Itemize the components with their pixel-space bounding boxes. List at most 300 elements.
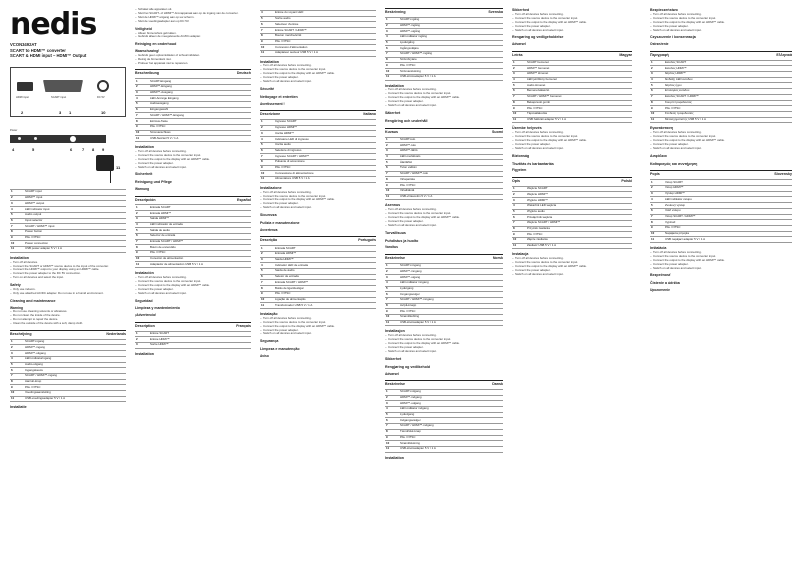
part-number: 9 <box>135 251 149 257</box>
pt-safety-heading: Segurança <box>260 339 279 344</box>
part-number: 10 <box>385 441 399 447</box>
part-name: Είσοδος SCART <box>664 60 792 66</box>
part-number: 7 <box>10 224 24 230</box>
parts-table-nl <box>10 339 126 403</box>
part-number: 10 <box>385 188 399 194</box>
fr-warning-label: Avertissement ! <box>260 101 285 106</box>
part-number: 7 <box>385 52 399 58</box>
callout-9: 9 <box>102 147 105 153</box>
es-install-list <box>135 276 251 296</box>
es-cleaning-heading: Limpieza y mantenimiento <box>135 306 180 311</box>
part-name: USB-strømadapter 5 V / 1 A <box>399 446 503 452</box>
part-name: Tænd/sluk-knap <box>399 429 503 435</box>
part-name: Inngangsvelger <box>399 292 503 298</box>
no-warning-label: Advarsel <box>385 371 399 376</box>
part-name: Indgangsvælger <box>399 418 503 424</box>
nl-install-list <box>135 8 251 24</box>
hu-installation-heading: Üzembe helyezés <box>512 126 542 131</box>
list-item: – Connect the source device to the converter input. <box>512 261 632 265</box>
part-name: SCART / HDMI™ input <box>24 224 126 230</box>
list-item: – Connect the output to the display with an HDMI™ cable. <box>135 284 251 288</box>
pl-safety-list <box>650 13 792 33</box>
part-name: Voedingsaansluiting <box>24 391 126 397</box>
list-item: – Connect the output to the display with an HDMI™ cable. <box>385 96 503 100</box>
list-item: – Connect the source device to the converter input. <box>135 280 251 284</box>
part-name: SCART bemenet <box>526 60 632 66</box>
part-number: 9 <box>10 385 24 391</box>
de-cleaning-heading: Reinigung und Pflege <box>135 180 172 185</box>
part-number: 2 <box>512 66 526 72</box>
en-cleaning-heading: Cleaning and maintenance <box>10 298 56 303</box>
part-name: Επιλογέας εισόδου <box>664 89 792 95</box>
part-number: 2 <box>135 84 149 90</box>
part-number: 11 <box>512 117 526 123</box>
part-name: Entrada HDMI™ <box>274 251 376 257</box>
part-name: Ingresso HDMI™ <box>274 125 376 131</box>
part-name: Ljudutgång <box>399 40 503 46</box>
list-item: – Turn off all devices before connecting. <box>135 276 251 280</box>
da-heading: Beskrivelse <box>385 382 405 387</box>
da-safety-list <box>512 13 632 33</box>
callout-7: 7 <box>82 147 85 153</box>
part-name: Pulsante di accensione <box>274 159 376 165</box>
nl-language: Nederlands <box>106 331 126 336</box>
part-number: 6 <box>512 215 526 221</box>
part-name: Entrée HDMI™ <box>149 337 251 343</box>
part-name: Alimentatore USB 5 V / 1 A <box>274 177 376 183</box>
list-item: – Only use attached AC/DC adapter. Do not use in a humid environment. <box>10 292 126 296</box>
it-section-heading <box>260 110 376 117</box>
part-name: USB-voedingsadapter 5 V / 1 A <box>24 396 126 402</box>
part-name: Είσοδος HDMI™ <box>664 66 792 72</box>
de-install-list <box>135 150 251 170</box>
list-item: – Turn off all devices before connecting. <box>512 13 632 17</box>
part-name: PAL / NTSC <box>399 435 503 441</box>
fr-installation-heading: Installation <box>260 59 279 64</box>
part-name: Przycisk zasilania <box>526 226 632 232</box>
part-name: SCART-indgang <box>399 389 503 395</box>
part-name: LED indicador de entrada <box>149 222 251 228</box>
pt-warning-label: Aviso <box>260 354 269 359</box>
part-number: 6 <box>135 107 149 113</box>
parts-table-hu <box>512 60 632 124</box>
part-number: 8 <box>260 286 274 292</box>
part-name: Entrée du voyant LED <box>274 11 376 17</box>
en-cleaning-list <box>10 310 126 326</box>
part-number: 2 <box>260 125 274 131</box>
part-name: HDMI™-Ausgang <box>149 90 251 96</box>
fi-heading: Kuvaus <box>385 129 398 134</box>
list-item: – Do not attempt to repair the device. <box>10 318 126 322</box>
list-item: – Connect the power adapter. <box>260 329 376 333</box>
list-item: – Only use indoors. <box>10 288 126 292</box>
part-name: Lydudgang <box>399 412 503 418</box>
parts-table-pt <box>260 245 376 309</box>
no-safety-heading: Sikkerhet <box>385 356 402 361</box>
part-number: 3 <box>135 216 149 222</box>
no-installation-heading: Installasjon <box>385 329 405 334</box>
part-number: 8 <box>385 429 399 435</box>
part-name: Connessione di alimentazione <box>274 171 376 177</box>
list-item: – Gebruik alleen de meegeleverde AC/DC-adapter. <box>135 35 251 39</box>
sk-section-heading <box>650 170 792 177</box>
es-warning-label: ¡Advertencia! <box>135 313 157 318</box>
table-row <box>385 320 503 326</box>
list-item: – Turn off all devices before connecting. <box>260 191 376 195</box>
part-number: 6 <box>135 233 149 239</box>
callout-11: 11 <box>116 165 121 171</box>
list-item: – Do not clean the inside of the device. <box>10 314 126 318</box>
list-item: – Connect the power adapter. <box>260 202 376 206</box>
list-item: – Connect the power adapter. <box>385 346 503 350</box>
part-number: 9 <box>10 235 24 241</box>
column-5 <box>512 8 632 560</box>
sk-installation-heading: Inštalácia <box>650 246 667 251</box>
el-heading: Περιγραφή <box>650 52 669 57</box>
part-name: Wyjście audio <box>526 209 632 215</box>
part-name: Wskaźnik LED wejścia <box>526 203 632 209</box>
no-section-heading <box>385 254 503 261</box>
callout-2: 2 <box>21 110 24 116</box>
part-number: 5 <box>650 83 664 89</box>
sk-language: Slovensky <box>774 172 792 177</box>
list-item: – Connect the power adapter. <box>135 162 251 166</box>
list-item: – Connect the source device to the converter input. <box>512 135 632 139</box>
part-number: 4 <box>10 207 24 213</box>
part-number: 9 <box>650 225 664 231</box>
list-item: – Connect the power adapter. <box>512 269 632 273</box>
part-number: 10 <box>260 297 274 303</box>
part-number: 10 <box>650 231 664 237</box>
part-number: 10 <box>10 241 24 247</box>
part-name: Indicador LED de entrada <box>274 263 376 269</box>
part-number: 8 <box>385 303 399 309</box>
part-name: Tulon valitsin <box>399 166 503 172</box>
part-number: 8 <box>260 33 274 39</box>
part-number: 11 <box>385 194 399 200</box>
sk-warning-label: Upozornenie <box>650 288 670 293</box>
pt-install-list <box>260 317 376 337</box>
part-number: 3 <box>10 351 24 357</box>
part-number: 10 <box>385 69 399 75</box>
el-safety-heading: Ασφάλεια <box>650 153 667 158</box>
sk-safety-heading: Bezpečnosť <box>650 273 671 278</box>
no-install-list <box>385 334 503 354</box>
part-name: Power button <box>24 229 126 235</box>
part-number: 11 <box>260 303 274 309</box>
part-number: 2 <box>385 23 399 29</box>
part-number: 3 <box>10 201 24 207</box>
part-name: Sélecteur d'entrée <box>274 22 376 28</box>
part-number: 10 <box>512 238 526 244</box>
led-indicator <box>18 137 21 140</box>
part-name: Uscita audio <box>274 142 376 148</box>
part-name: USB-strømadapter 5 V / 1 A <box>399 320 503 326</box>
part-name: Entrada HDMI™ <box>149 211 251 217</box>
part-name: PAL / NTSC <box>274 291 376 297</box>
part-name: Είσοδος SCART / HDMI™ <box>664 94 792 100</box>
list-item: – Switch on all devices and select input. <box>512 273 632 277</box>
part-name: Entrada SCART / HDMI™ <box>149 239 251 245</box>
list-item: – Connect the output to the display with an HDMI™ cable. <box>512 21 632 25</box>
fi-installation-heading: Asennus <box>385 203 401 208</box>
pl-section-heading <box>512 177 632 184</box>
part-name: Sortie audio <box>274 16 376 22</box>
part-number: 5 <box>10 212 24 218</box>
part-number: 4 <box>135 96 149 102</box>
list-item: – Turn off all devices before connecting. <box>385 88 503 92</box>
part-number: 1 <box>385 137 399 143</box>
list-item: – Connect the power adapter. <box>385 100 503 104</box>
callout-8: 8 <box>92 147 95 153</box>
part-name: Virtaliitäntä <box>399 188 503 194</box>
part-number: 7 <box>385 171 399 177</box>
fi-section-heading <box>385 128 503 135</box>
parts-table-fi <box>385 137 503 201</box>
column-4 <box>385 8 503 560</box>
part-name: PAL / NTSC <box>24 235 126 241</box>
part-name: SCART / HDMI™-ingång <box>399 52 503 58</box>
part-number: 11 <box>260 177 274 183</box>
part-name: Entrada SCART / HDMI™ <box>274 280 376 286</box>
list-item: – Switch on all devices and select input. <box>650 267 792 271</box>
table-row <box>385 194 503 200</box>
da-installation-heading: Installation <box>385 455 404 460</box>
part-number: 6 <box>260 22 274 28</box>
list-item: – Turn off all devices before connecting. <box>385 334 503 338</box>
part-number: 2 <box>385 395 399 401</box>
part-name: LED jelzőfény bemenet <box>526 77 632 83</box>
list-item: – Do not use cleaning solvents or abrasives. <box>10 310 126 314</box>
part-number: 11 <box>512 243 526 249</box>
list-item: – Sluit de HDMI™-uitgang aan op uw scherm. <box>135 16 251 20</box>
part-number: 9 <box>385 309 399 315</box>
nl-heading: Beschrijving <box>10 331 32 336</box>
pt-cleaning-heading: Limpeza e manutenção <box>260 347 300 352</box>
part-name: Wejście SCART / HDMI™ <box>526 220 632 226</box>
part-number: 4 <box>650 197 664 203</box>
hu-cleaning-heading: Tisztítás és karbantartás <box>512 161 554 166</box>
part-number: 6 <box>385 46 399 52</box>
part-name: Έξοδος HDMI™ <box>664 71 792 77</box>
part-number: 10 <box>135 256 149 262</box>
list-item: – Switch on all devices and select input. <box>512 29 632 33</box>
part-number: 1 <box>10 339 24 345</box>
part-name: SCART / HDMI™-indgang <box>399 424 503 430</box>
part-name: Złącze zasilania <box>526 238 632 244</box>
part-number: 4 <box>260 263 274 269</box>
nl-safety-heading: Veiligheid <box>135 26 152 31</box>
part-number: 10 <box>650 111 664 117</box>
part-name: Sortie HDMI™ <box>149 342 251 348</box>
part-number: 5 <box>385 286 399 292</box>
part-number: 4 <box>135 222 149 228</box>
sk-install-list <box>650 251 792 271</box>
no-heading: Beskrivelse <box>385 255 405 260</box>
part-number: 11 <box>10 247 24 253</box>
device-panel <box>10 135 106 143</box>
part-name: USB hálózati adapter 5 V / 1 A <box>526 117 632 123</box>
part-name: HDMI™-inngang <box>399 269 503 275</box>
part-number: 2 <box>650 66 664 72</box>
de-heading: Beschreibung <box>135 71 159 76</box>
part-name: USB power adapter 5 V / 1 A <box>24 247 126 253</box>
part-number: 7 <box>135 239 149 245</box>
list-item: – Connect the HDMI™ output to your display using an HDMI™ cable. <box>10 268 126 272</box>
part-number: 10 <box>260 45 274 51</box>
part-name: Connexion d'alimentation <box>274 45 376 51</box>
part-number: 5 <box>385 412 399 418</box>
part-name: SCART / HDMI™-Eingang <box>149 113 251 119</box>
part-name: Σύνδεση τροφοδοσίας <box>664 111 792 117</box>
sv-heading: Beskrivning <box>385 10 406 14</box>
part-number: 2 <box>650 186 664 192</box>
list-item: – Connect the source device to the converter input. <box>385 92 503 96</box>
part-name: PAL / NTSC <box>149 124 251 130</box>
part-name: Strömbrytare <box>399 57 503 63</box>
part-number: 2 <box>385 269 399 275</box>
pt-heading: Descrição <box>260 238 278 243</box>
part-name: HDMI™-tulo <box>399 143 503 149</box>
part-name: Wyjście HDMI™ <box>526 198 632 204</box>
hdmi-input-label: HDMI input <box>16 96 29 100</box>
list-item: – Turn off all devices before connecting. <box>260 317 376 321</box>
part-name: PAL / NTSC <box>274 165 376 171</box>
part-number: 8 <box>10 379 24 385</box>
part-name: HDMI™-lähtö <box>399 148 503 154</box>
part-name: HDMI™-ingång <box>399 23 503 29</box>
part-name: LED-indikator indgang <box>399 406 503 412</box>
list-item: – Turn off all devices before connecting. <box>650 131 792 135</box>
list-item: – Switch on all devices and select input. <box>260 80 376 84</box>
no-language: Norsk <box>492 255 503 260</box>
part-number: 4 <box>10 356 24 362</box>
list-item: – Switch on all devices and select input. <box>260 332 376 336</box>
part-name: Wejście HDMI™ <box>526 192 632 198</box>
list-item: – Schakel alle apparaten uit. <box>135 8 251 12</box>
part-number: 6 <box>385 292 399 298</box>
part-number: 10 <box>135 130 149 136</box>
fi-language: Suomi <box>492 129 503 134</box>
part-number: 10 <box>512 111 526 117</box>
callout-6: 6 <box>70 147 73 153</box>
list-item: – Connect the power adapter. <box>512 143 632 147</box>
it-heading: Descrizione <box>260 112 281 117</box>
part-number: 5 <box>650 203 664 209</box>
part-number: 8 <box>512 100 526 106</box>
parts-table-sk <box>650 179 792 243</box>
dc-port <box>97 80 109 92</box>
part-number: 2 <box>135 211 149 217</box>
part-name: PAL / NTSC <box>399 309 503 315</box>
power-adapter-image <box>96 155 114 171</box>
nl-cleaning-heading: Reiniging en onderhoud <box>135 42 177 47</box>
parts-table-es <box>135 204 251 268</box>
part-number: 6 <box>512 89 526 95</box>
en-installation-heading: Installation <box>10 255 29 260</box>
table-row <box>512 117 632 123</box>
part-number: 1 <box>135 79 149 85</box>
part-name: Bekapcsoló gomb <box>526 100 632 106</box>
part-name: PAL / NTSC <box>399 183 503 189</box>
en-safety-heading: Safety <box>10 283 21 288</box>
hu-heading: Leírás <box>512 52 523 57</box>
part-name: Vstup SCART / HDMI™ <box>664 214 792 220</box>
part-name: Strømtilslutning <box>399 441 503 447</box>
hu-install-list <box>512 131 632 151</box>
part-name: Conexión de alimentación <box>149 256 251 262</box>
part-number: 8 <box>260 159 274 165</box>
part-number: 4 <box>512 77 526 83</box>
parts-table-fr <box>135 331 251 349</box>
parts-table-fr-rest <box>260 10 376 57</box>
part-name: Saída de áudio <box>274 269 376 275</box>
part-name: Stromanschluss <box>149 130 251 136</box>
da-safety-heading: Sikkerhed <box>512 8 530 12</box>
part-number: 1 <box>512 60 526 66</box>
fr-language: Français <box>236 323 251 328</box>
part-number: 8 <box>10 229 24 235</box>
part-number: 8 <box>135 119 149 125</box>
pt-section-heading <box>260 236 376 243</box>
list-item: – Turn on all devices and select the input. <box>10 276 126 280</box>
nl-installation-heading: Installatie <box>10 405 27 410</box>
part-name: Έξοδος ήχου <box>664 83 792 89</box>
list-item: – Connect the output to the display with an HDMI™ cable. <box>260 198 376 202</box>
part-number: 1 <box>650 180 664 186</box>
pl-install-list <box>512 257 632 277</box>
column-6 <box>650 8 792 560</box>
power-label: Power <box>10 129 18 133</box>
part-name: Ingångsväljare <box>399 46 503 52</box>
part-name: SCART / HDMI™-tulo <box>399 171 503 177</box>
part-name: PAL / NTSC <box>526 106 632 112</box>
list-item: – Alleen binnenshuis gebruiken. <box>135 32 251 36</box>
list-item: – Connect the output to the display with an HDMI™ cable. <box>385 342 503 346</box>
part-number: 3 <box>135 342 149 348</box>
part-name: PAL / NTSC <box>664 225 792 231</box>
part-name: SCART-inngang <box>399 263 503 269</box>
table-row <box>10 247 126 253</box>
part-name: LED-Anzeige Eingang <box>149 96 251 102</box>
part-number: 5 <box>10 362 24 368</box>
da-language: Dansk <box>492 382 503 387</box>
nl-section-heading <box>10 330 126 337</box>
part-number: 5 <box>135 228 149 234</box>
parts-table-pl <box>512 186 632 250</box>
part-name: Selettore di ingresso <box>274 148 376 154</box>
part-number: 7 <box>512 94 526 100</box>
part-name: Zasilacz USB 5 V / 1 A <box>526 243 632 249</box>
list-item: – Connect the power adapter. <box>650 25 792 29</box>
de-language: Deutsch <box>236 71 251 76</box>
part-name: PAL / NTSC <box>24 385 126 391</box>
part-name: LED-indicatoringang <box>24 356 126 362</box>
part-number: 1 <box>385 389 399 395</box>
es-language: Español <box>237 197 251 202</box>
part-name: Selector de entrada <box>149 233 251 239</box>
part-name: Botão de ligar/desligar <box>274 286 376 292</box>
list-item: – Connect the source device to the converter input. <box>512 17 632 21</box>
sk-heading: Popis <box>650 172 660 177</box>
da-warning-label: Advarsel <box>512 42 526 47</box>
part-name: USB-virtasovitin 5 V / 1 A <box>399 194 503 200</box>
part-name: Ligação de alimentação <box>274 297 376 303</box>
part-name: SCART / HDMI™-ingang <box>24 373 126 379</box>
part-name: USB-strömadapter 5 V / 1 A <box>399 74 503 80</box>
it-language: Italiano <box>363 112 376 117</box>
part-number: 3 <box>385 401 399 407</box>
